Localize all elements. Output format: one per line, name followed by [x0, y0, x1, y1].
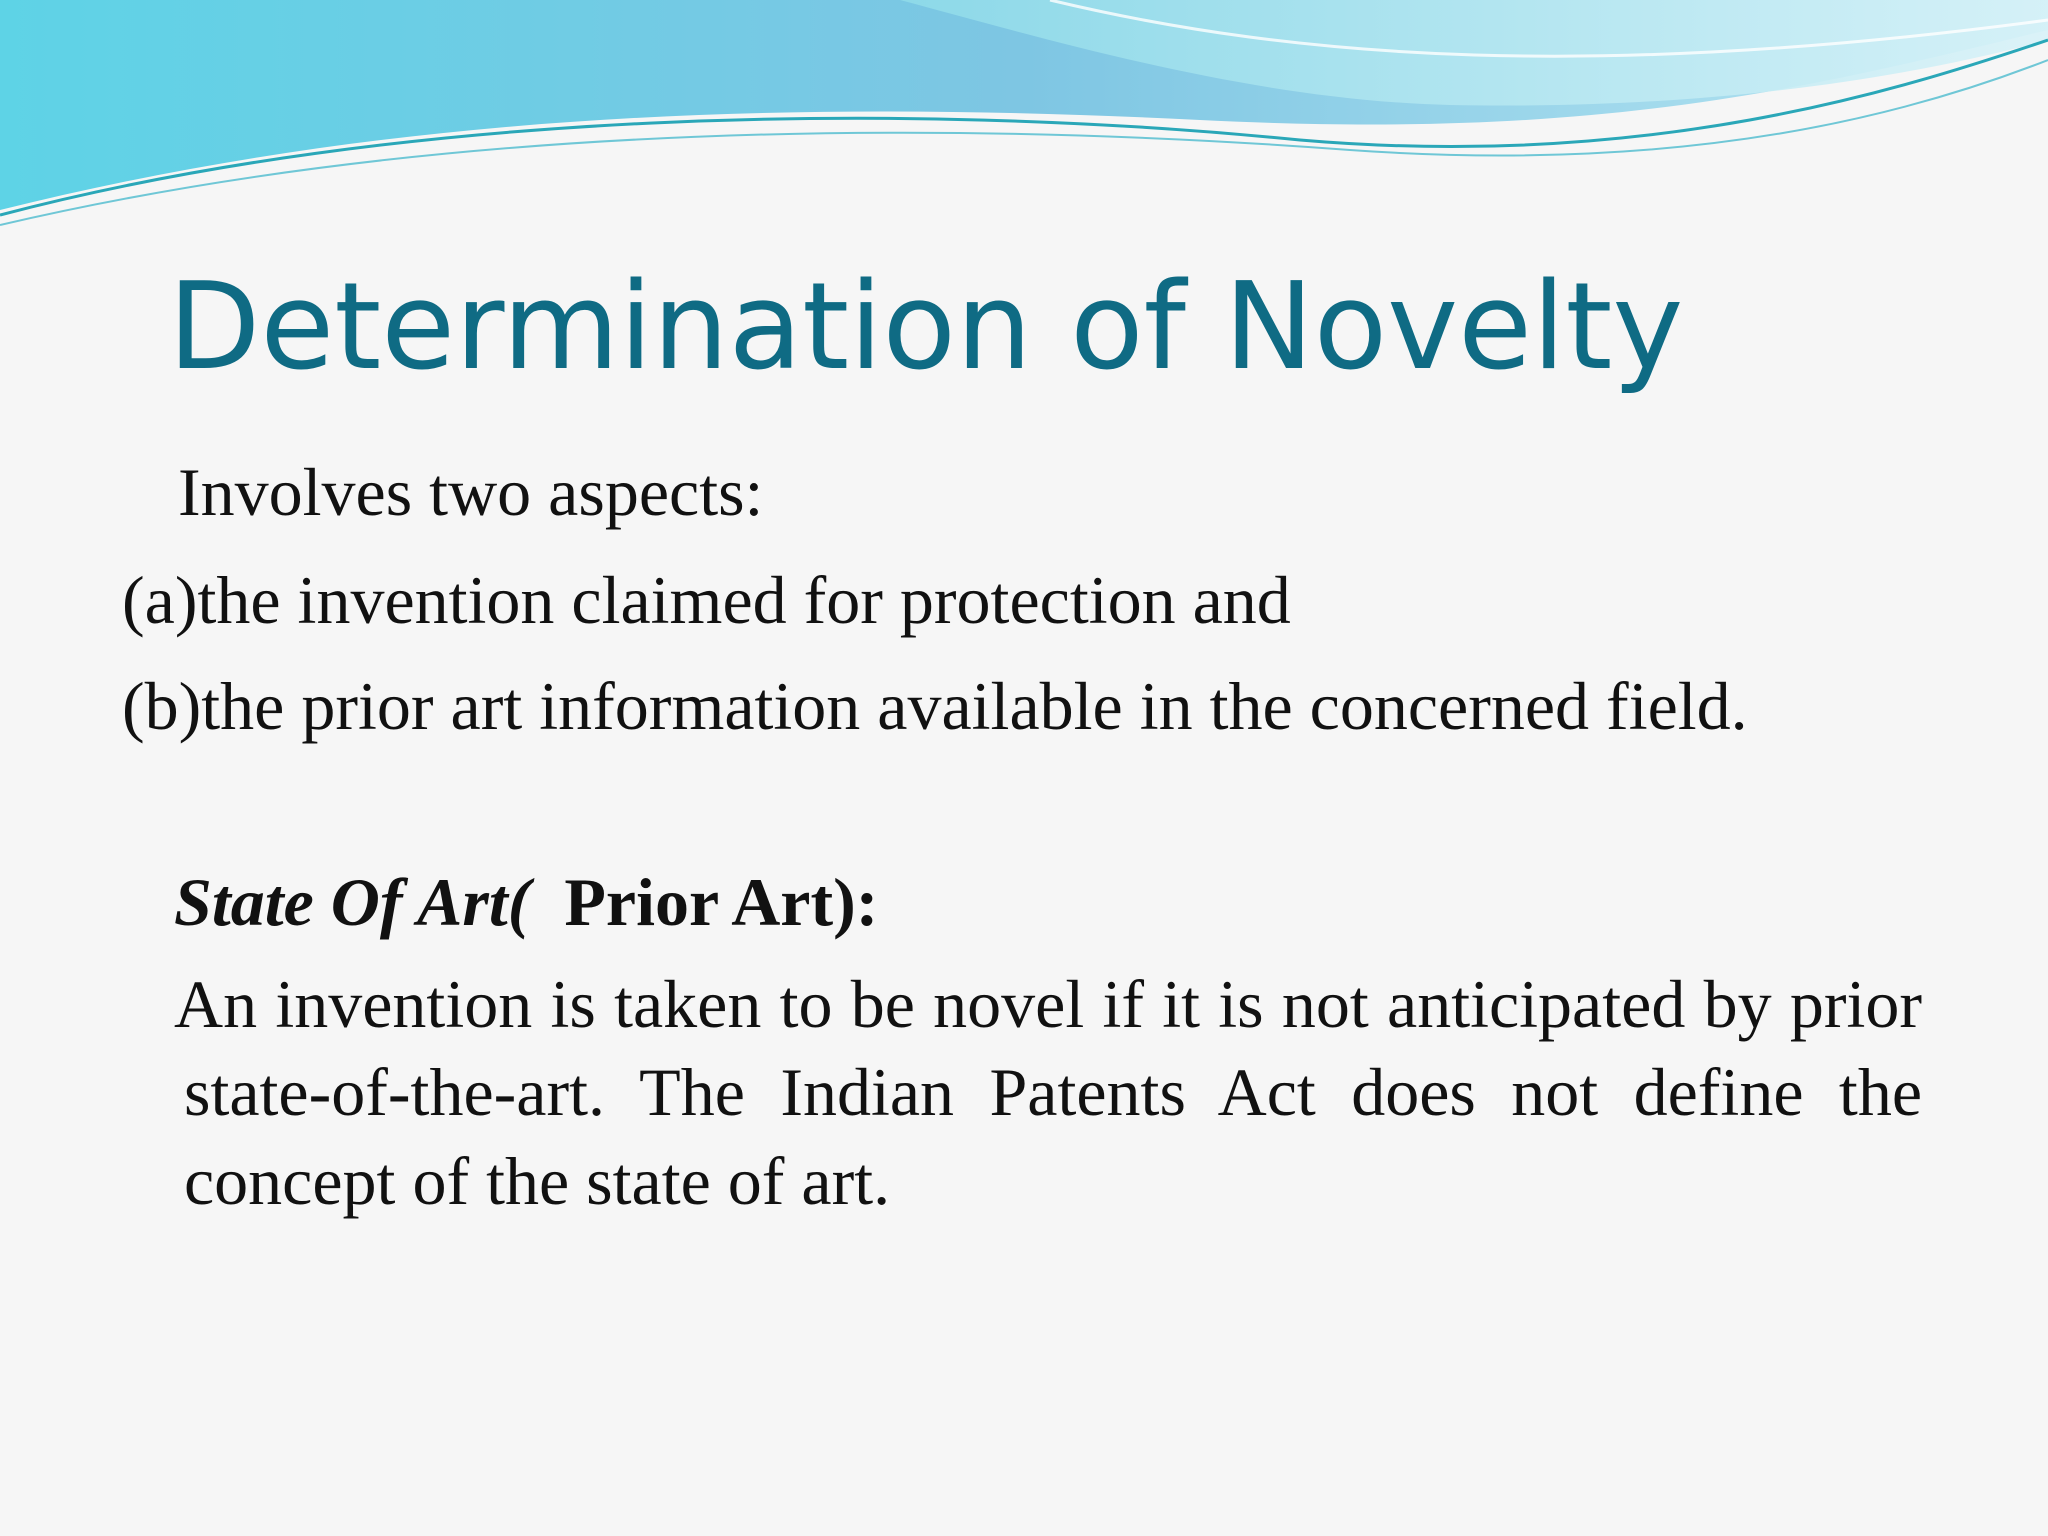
subheading-italic: State Of Art( [174, 864, 531, 940]
list-item-a: (a)the invention claimed for protection and [122, 562, 1291, 638]
body-paragraph: An invention is taken to be novel if it is not anticipated by prior state-of-the-art. The Indian Patents Act does not define the concept of the state of art. [174, 966, 1922, 1219]
list-item-b: (b)the prior art information available in the concerned field. [122, 668, 1748, 744]
subheading-bold: Prior Art): [530, 864, 879, 940]
slide-title: Determination of Novelty [168, 258, 1684, 397]
subheading [174, 858, 878, 946]
header-wave-decoration [0, 0, 2048, 240]
intro-text: Involves two aspects: [178, 454, 764, 530]
